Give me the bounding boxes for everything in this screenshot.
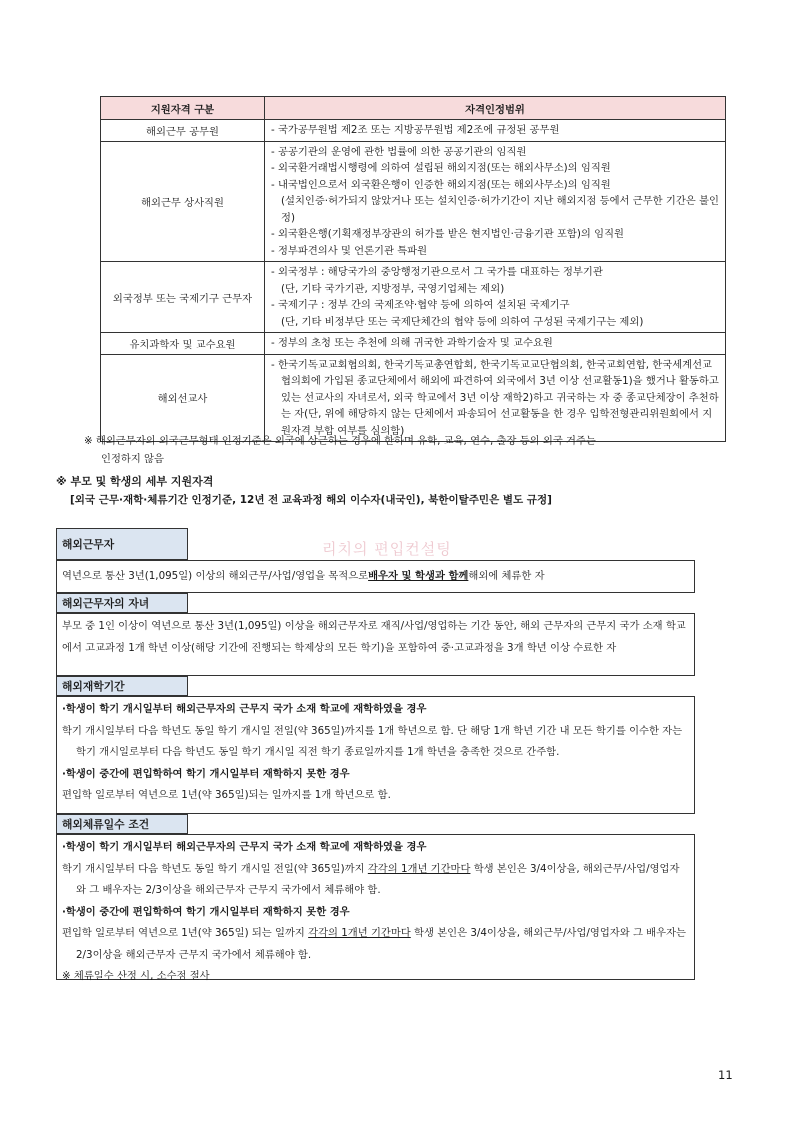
range-cell	[265, 333, 726, 355]
stay-label: 해외체류일수 조건	[56, 814, 188, 834]
table-row	[101, 120, 726, 142]
section-title: ※ 부모 및 학생의 세부 지원자격	[56, 475, 214, 488]
worker-text-emph: 배우자 및 학생과 함께	[368, 569, 469, 582]
stay-para-2-underline: 각각의 1개년 기간마다	[308, 927, 411, 939]
study-label: 해외재학기간	[56, 676, 188, 696]
range-item: - 국가공무원법 제2조 또는 지방공무원법 제2조에 규정된 공무원	[271, 124, 560, 136]
table-row	[101, 262, 726, 333]
range-item: - 정부파견의사 및 언론기관 특파원	[271, 244, 428, 257]
watermark: 리치의 편입컨설팅	[322, 540, 452, 558]
stay-note: ※ 체류일수 산정 시, 소수점 절사	[62, 970, 210, 982]
footnote-line: 인정하지 않음	[101, 453, 164, 465]
page-number: 11	[718, 1068, 733, 1082]
table-footnote	[84, 432, 724, 468]
study-heading-2: ·학생이 중간에 편입학하여 학기 개시일부터 재학하지 못한 경우	[62, 767, 350, 780]
child-text: 부모 중 1인 이상이 역년으로 통산 3년(1,095일) 이상을 해외근무자로 재직/사업/영업하는 기간 동안, 해외 근무자의 근무지 국가 소재 학교에서 고교과정 1개 학년 이상(해당 기간에 진행되는 학제상의 모든 학기)을 포함하여 중·고교과정을 3개 학년 이상 수료한 자	[62, 620, 686, 654]
range-item: - 정부의 초청 또는 추천에 의해 귀국한 과학기술자 및 교수요원	[271, 337, 553, 349]
range-cell	[265, 262, 726, 333]
header-range: 자격인정범위	[265, 97, 726, 120]
range-item: - 외국정부 : 해당국가의 중앙행정기관으로서 그 국가를 대표하는 정부기관	[271, 266, 603, 278]
range-item: - 내국법인으로서 외국환은행이 인증한 해외지점(또는 해외사무소)의 임직원	[271, 178, 611, 191]
stay-para-2-pre: 편입학 일로부터 역년으로 1년(약 365일) 되는 일까지	[62, 927, 309, 939]
category-cell: 해외근무 상사직원	[101, 141, 265, 262]
range-item: (단, 기타 국가기관, 지방정부, 국영기업체는 제외)	[281, 282, 505, 295]
worker-text-pre: 역년으로 통산 3년(1,095일) 이상의 해외근무/사업/영업을 목적으로	[62, 569, 369, 582]
stay-para-1-underline: 각각의 1개년 기간마다	[367, 862, 471, 875]
category-cell: 해외근무 공무원	[101, 120, 265, 142]
study-heading-1: ·학생이 학기 개시일부터 해외근무자의 근무지 국가 소재 학교에 재학하였을 경우	[62, 703, 427, 715]
table-row	[101, 333, 726, 355]
stay-para-1	[62, 859, 689, 902]
stay-para-1-post: 학생 본인은 3/4이상을, 해외근무/사업/영업자와 그 배우자는 2/3이상을 해외근무자 근무지 국가에서 체류해야 함.	[76, 862, 680, 896]
range-item: - 공공기관의 운영에 관한 법률에 의한 공공기관의 임직원	[271, 145, 527, 158]
stay-heading-1: ·학생이 학기 개시일부터 해외근무자의 근무지 국가 소재 학교에 재학하였을 경우	[62, 841, 427, 853]
table-row	[101, 354, 726, 442]
category-cell: 외국정부 또는 국제기구 근무자	[101, 262, 265, 333]
stay-para-2-post: 학생 본인은 3/4이상을, 해외근무/사업/영업자와 그 배우자는 2/3이상을 해외근무자 근무지 국가에서 체류해야 함.	[76, 927, 686, 961]
stay-heading-2: ·학생이 중간에 편입학하여 학기 개시일부터 재학하지 못한 경우	[62, 905, 350, 918]
range-item: - 외국환거래법시행령에 의하여 설립된 해외지점(또는 해외사무소)의 임직원	[271, 162, 611, 174]
table-row	[101, 141, 726, 262]
range-cell	[265, 120, 726, 142]
worker-text-post: 해외에 체류한 자	[468, 569, 545, 582]
range-item: - 국제기구 : 정부 간의 국제조약·협약 등에 의하여 설치된 국제기구	[271, 299, 570, 311]
range-cell	[265, 354, 726, 442]
stay-box	[56, 834, 695, 980]
stay-para-2	[62, 923, 689, 966]
range-item: - 외국환은행(기획재정부장관의 허가를 받은 현지법인·금융기관 포함)의 임직원	[271, 228, 624, 240]
table-header-row	[101, 97, 726, 120]
header-category: 지원자격 구분	[101, 97, 265, 120]
range-item: - 한국기독교교회협의회, 한국기독교총연합회, 한국기독교교단협의회, 한국교회연합, 한국세계선교협의회에 가입된 종교단체에서 해외에 파견하여 외국에서 3년 이상 선교활동1)을 했거나 활동하고 있는 선교사의 자녀로서, 외국 학교에서 3년 이상 재학2)하고 귀국하는 자 중 종교단체장이 추천하는 자(단, 위에 해당하지 않는 단체에서 파송되어 선교활동을 한 경우 입학전형관리위원회에서 지원자격 부합 여부를 심의함)	[271, 358, 719, 437]
worker-box	[56, 560, 695, 593]
qualification-table	[100, 96, 726, 442]
category-cell: 유치과학자 및 교수요원	[101, 333, 265, 355]
range-item: (단, 기타 비정부단 또는 국제단체간의 협약 등에 의하여 구성된 국제기구는 제외)	[281, 315, 644, 328]
child-label: 해외근무자의 자녀	[56, 593, 188, 613]
worker-label: 해외근무자	[56, 528, 188, 560]
footnote-line: ※ 해외근무자의 외국근무형태 인정기준은 외국에 상근하는 경우에 한하며 유학, 교육, 연수, 출장 등의 외국 거주는	[84, 435, 596, 447]
stay-para-1-pre: 학기 개시일부터 다음 학년도 동일 학기 개시일 전일(약 365일)까지	[62, 862, 368, 875]
section-subtitle: [외국 근무·재학·체류기간 인정기준, 12년 전 교육과정 해외 이수자(내국인), 북한이탈주민은 별도 규정]	[70, 494, 552, 506]
study-para-2: 편입학 일로부터 역년으로 1년(약 365일)되는 일까지를 1개 학년으로 함.	[62, 789, 391, 801]
study-box	[56, 696, 695, 814]
range-cell	[265, 141, 726, 262]
study-para-1: 학기 개시일부터 다음 학년도 동일 학기 개시일 전일(약 365일)까지를 1개 학년으로 함. 단 해당 1개 학년 기간 내 모든 학기를 이수한 자는 학기 개시일로부터 다음 학년도 동일 학기 개시일 직전 학기 종료일까지를 1개 학년을 충족한 것으로 간주함.	[62, 724, 683, 758]
category-cell: 해외선교사	[101, 354, 265, 442]
child-box	[56, 613, 695, 676]
range-item: (설치인증·허가되지 않았거나 또는 설치인증·허가기간이 지난 해외지점 등에서 근무한 기간은 불인정)	[281, 195, 719, 224]
